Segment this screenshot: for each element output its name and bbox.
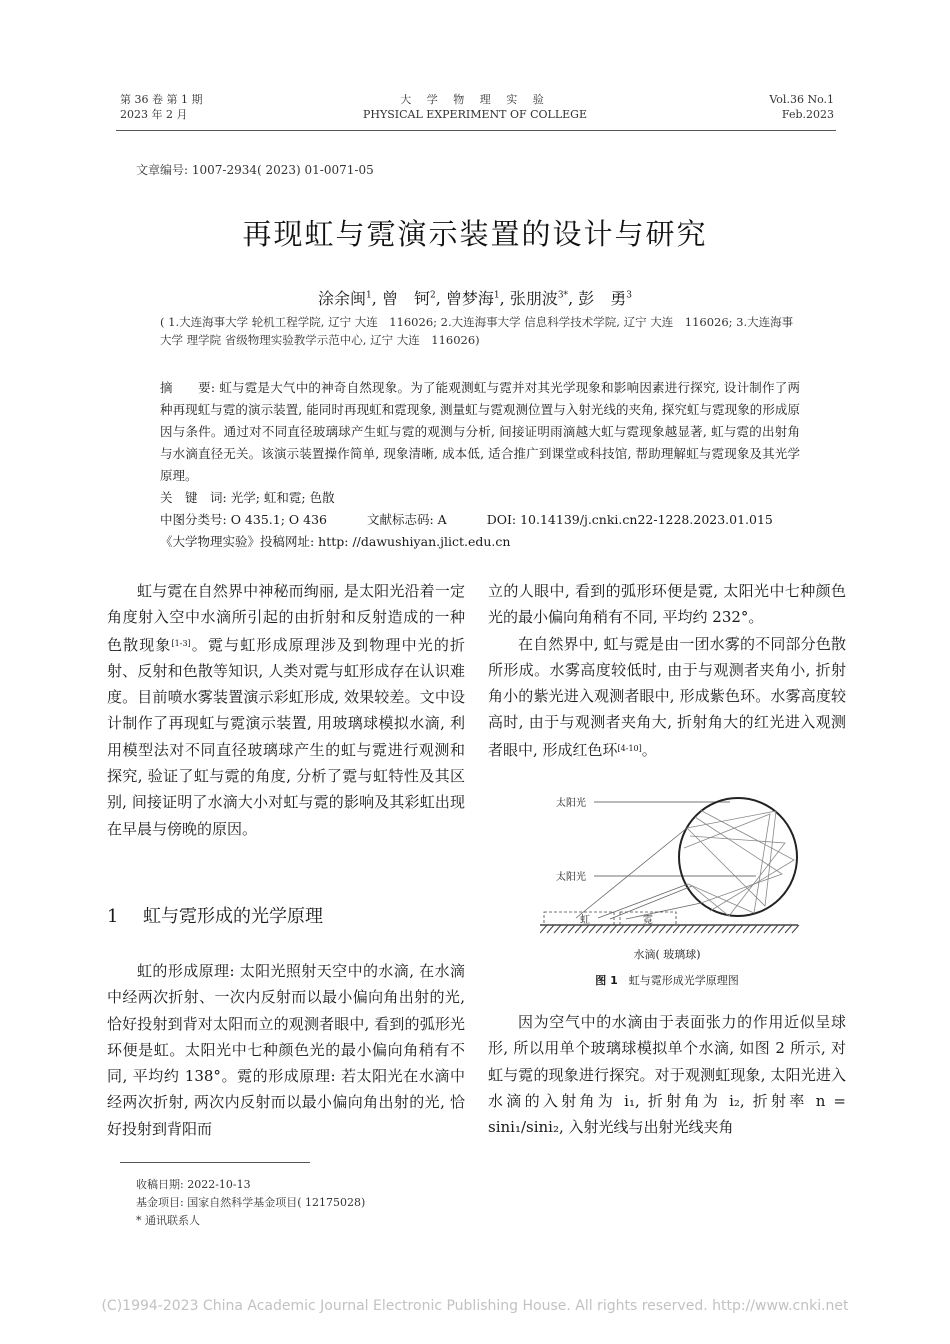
ground-hatch-mark: [673, 925, 680, 933]
figure-number: 图 1: [595, 974, 618, 987]
body-right-column: [488, 578, 846, 763]
ground-hatch-mark: [687, 925, 694, 933]
ground-hatch-mark: [729, 925, 736, 933]
issue-date-en: Feb.2023: [781, 108, 834, 121]
journal-name: [330, 92, 620, 122]
keywords-text: 光学; 虹和霓; 色散: [230, 490, 335, 505]
doc-code-label: 文献标志码:: [366, 512, 434, 527]
author: 涂余闽$^1$,: [318, 289, 377, 308]
clc-value: O 435.1; O 436: [230, 512, 327, 527]
ground-hatch-mark: [638, 925, 645, 933]
rainbow-label: 虹: [580, 915, 590, 926]
ground-hatch-mark: [680, 925, 687, 933]
ground-hatch-mark: [589, 925, 596, 933]
ground-hatch-mark: [750, 925, 757, 933]
figure-caption: [488, 972, 846, 988]
citation: [1-3]: [171, 638, 191, 648]
issue-date: 2023 年 2 月: [120, 108, 188, 121]
affiliations: ( 1.大连海事大学 轮机工程学院, 辽宁 大连 116026; 2.大连海事大学 信息科学技术学院, 辽宁 大连 116026; 3.大连海事大学 理学院 省级物理实验教学示范中心, 辽宁 大连 116026): [160, 315, 794, 347]
ground-hatch-mark: [722, 925, 729, 933]
section-number: 1: [107, 906, 119, 927]
ground-hatch-mark: [715, 925, 722, 933]
water-droplet-circle: [679, 798, 797, 916]
ground-hatch-mark: [610, 925, 617, 933]
ground-hatch-mark: [694, 925, 701, 933]
journal-issue-info-en: [769, 92, 834, 122]
figure-note: 水滴( 玻璃球): [633, 948, 701, 961]
clc-label: 中图分类号:: [160, 512, 227, 527]
ground-hatch-mark: [652, 925, 659, 933]
doi-value: 10.14139/j.cnki.cn22-1228.2023.01.015: [520, 512, 773, 527]
figure-1-diagram: [540, 788, 800, 946]
author: 曾梦海$^1$,: [445, 289, 505, 308]
ground-hatch-mark: [575, 925, 582, 933]
ground-hatch-mark: [568, 925, 575, 933]
author: 张朋波$^{3*}$,: [509, 289, 574, 308]
section-heading: [107, 902, 323, 928]
footnotes: [136, 1176, 365, 1230]
corresponding-author-note: * 通讯联系人: [136, 1214, 200, 1227]
ground-hatch-mark: [743, 925, 750, 933]
secondary-rainbow-label: 霓: [643, 915, 653, 926]
ground-hatch-mark: [540, 925, 547, 933]
ground: [540, 925, 799, 933]
ground-hatch-mark: [659, 925, 666, 933]
submission-website: 《大学物理实验》投稿网址: http: //dawushiyan.jlict.edu.cn: [160, 534, 511, 549]
author: 曾 钶$^2$,: [381, 289, 441, 308]
copyright-notice: (C)1994-2023 China Academic Journal Electronic Publishing House. All rights reserved. http://www.cnki.net: [101, 1298, 849, 1314]
ground-hatch-mark: [596, 925, 603, 933]
rainbow-region: [544, 912, 614, 925]
ground-hatch-mark: [785, 925, 792, 933]
body-right-column-lower: [488, 1009, 846, 1140]
article-number: 文章编号: 1007-2934( 2023) 01-0071-05: [136, 163, 374, 177]
classification-line: [160, 509, 800, 531]
abstract: [160, 377, 800, 487]
ground-hatch-mark: [736, 925, 743, 933]
sunlight-label-top: 太阳光: [556, 798, 586, 809]
ground-hatch-mark: [624, 925, 631, 933]
ground-hatch-mark: [603, 925, 610, 933]
doi-label: DOI:: [486, 512, 517, 527]
keywords-label: 关 键 词:: [160, 490, 227, 505]
volume-issue: 第 36 卷 第 1 期: [120, 93, 203, 106]
ground-hatch-mark: [764, 925, 771, 933]
author-list: [0, 286, 950, 309]
abstract-block: [160, 377, 800, 553]
sphere-model-paragraph: 因为空气中的水滴由于表面张力的作用近似呈球形, 所以用单个玻璃球模拟单个水滴, 如图 2 所示, 对虹与霓的现象进行探究。对于观测虹现象, 太阳光进入水滴的入射角为 i₁, 折射角为 i₂, 折射率 n = sini₁/sini₂, 入射光线与出射光线夹角: [488, 1013, 846, 1137]
ground-hatch-mark: [582, 925, 589, 933]
body-left-column-section1: [107, 958, 465, 1142]
ground-hatch-mark: [792, 925, 799, 933]
abstract-text: 虹与霓是大气中的神奇自然现象。为了能观测虹与霓并对其光学现象和影响因素进行探究, 设计制作了两种再现虹与霓的演示装置, 能同时再现虹和霓现象, 测量虹与霓观测位置与入射光线的夹角, 探究虹与霓现象的形成原因与条件。通过对不同直径玻璃球产生虹与霓的观测与分析, 间接证明雨滴越大虹与霓现象越显著, 虹与霓的出射角与水滴直径无关。该演示装置操作简单, 现象清晰, 成本低, 适合推广到课堂或科技馆, 帮助理解虹与霓现象及其光学原理。: [160, 380, 800, 483]
received-date: 收稿日期: 2022-10-13: [136, 1178, 251, 1191]
citation: [4-10]: [617, 743, 642, 753]
ground-hatch-mark: [778, 925, 785, 933]
ground-hatch-mark: [617, 925, 624, 933]
ground-hatch-mark: [771, 925, 778, 933]
keywords: [160, 487, 800, 509]
journal-name-cn: 大 学 物 理 实 验: [400, 93, 550, 106]
paper-title: 再现虹与霓演示装置的设计与研究: [242, 217, 708, 251]
figure-caption-text: 虹与霓形成光学原理图: [628, 974, 739, 987]
ground-hatch-mark: [554, 925, 561, 933]
section-title: 虹与霓形成的光学原理: [143, 906, 323, 927]
ground-hatch-mark: [708, 925, 715, 933]
section1-paragraph: 虹的形成原理: 太阳光照射天空中的水滴, 在水滴中经两次折射、一次内反射而以最小偏向角出射的光, 恰好投射到背对太阳而立的观测者眼中, 看到的弧形光环便是虹。太阳光中七种颜色光的最小偏向角稍有不同, 平均约 138°。霓的形成原理: 若太阳光在水滴中经两次折射, 两次内反射而以最小偏向角出射的光, 恰好投射到背阳而: [107, 962, 465, 1138]
ground-hatch-mark: [701, 925, 708, 933]
ground-hatch-mark: [547, 925, 554, 933]
ground-hatch-mark: [645, 925, 652, 933]
continued-paragraph: 立的人眼中, 看到的弧形环便是霓, 太阳光中七种颜色光的最小偏向角稍有不同, 平均约 232°。: [488, 582, 846, 627]
ground-hatch-mark: [631, 925, 638, 933]
doc-code-value: A: [437, 512, 447, 527]
intro-paragraph: 虹与霓在自然界中神秘而绚丽, 是太阳光沿着一定角度射入空中水滴所引起的由折射和反射造成的一种色散现象[1-3]。霓与虹形成原理涉及到物理中光的折射、反射和色散等知识, 人类对霓与虹形成存在认识难度。目前喷水雾装置演示彩虹形成, 效果较差。文中设计制作了再现虹与霓演示装置, 用玻璃球模拟水滴, 利用模型法对不同直径玻璃球产生的虹与霓进行观测和探究, 验证了虹与霓的角度, 分析了霓与虹特性及其区别, 间接证明了水滴大小对虹与霓的影响及其彩虹出现在早晨与傍晚的原因。: [107, 582, 465, 838]
nature-paragraph: 在自然界中, 虹与霓是由一团水雾的不同部分色散所形成。水雾高度较低时, 由于与观测者夹角小, 折射角小的紫光进入观测者眼中, 形成紫色环。水雾高度较高时, 由于与观测者夹角大, 折射角大的红光进入观测者眼中, 形成红色环[4-10]。: [488, 634, 846, 759]
volume-issue-en: Vol.36 No.1: [769, 93, 834, 106]
author: 彭 勇$^3$: [578, 289, 632, 308]
abstract-label: 摘 要:: [160, 380, 216, 395]
header-rule: [116, 130, 836, 131]
footnote-rule: [120, 1162, 310, 1163]
fund-info: 基金项目: 国家自然科学基金项目( 12175028): [136, 1196, 366, 1209]
journal-issue-info: [120, 92, 202, 122]
ground-hatch-mark: [757, 925, 764, 933]
ground-hatch-mark: [561, 925, 568, 933]
ground-hatch-mark: [666, 925, 673, 933]
body-left-column: [107, 578, 465, 842]
journal-name-en: PHYSICAL EXPERIMENT OF COLLEGE: [362, 108, 587, 121]
sunlight-label-bottom: 太阳光: [556, 872, 586, 883]
